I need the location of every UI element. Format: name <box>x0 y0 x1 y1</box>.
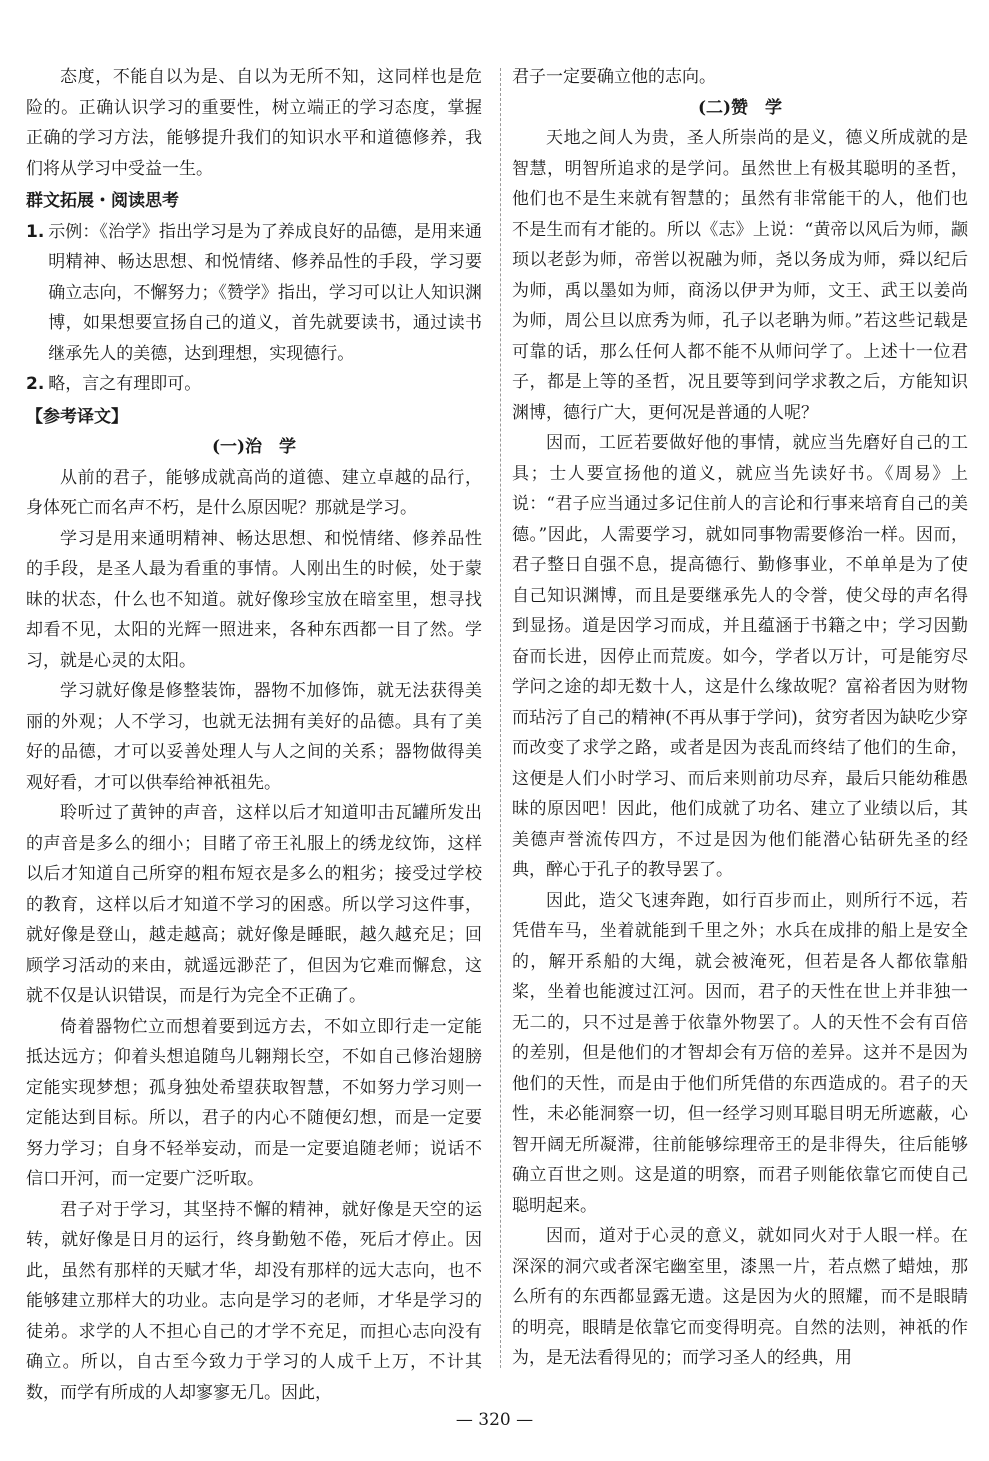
paragraph: 学习就好像是修整装饰，器物不加修饰，就无法获得美丽的外观；人不学习，也就无法拥有美好的品德。具有了美好的品德，才可以妥善处理人与人之间的关系；器物做得美观好看，才可以供奉给神祇祖先。 <box>26 681 482 793</box>
paragraph: 聆听过了黄钟的声音，这样以后才知道叩击瓦罐所发出的声音是多么的细小；目睹了帝王礼服上的绣龙纹饰，这样以后才知道自己所穿的粗布短衣是多么的粗劣；接受过学校的教育，这样以后才知道不学习的困惑。所以学习这件事，就好像是登山，越走越高；就好像是睡眠，越久越充足；回顾学习活动的来由，就遥远渺茫了，但因为它难而懈怠，这就不仅是认识错误，而是行为完全不正确了。 <box>26 803 482 1006</box>
page-number: — 320 — <box>455 1410 534 1430</box>
item-number: 1. <box>26 221 45 242</box>
item-number: 2. <box>26 374 45 394</box>
paragraph: 学习是用来通明精神、畅达思想、和悦情绪、修养品性的手段，是圣人最为看重的事情。人刚出生的时候，处于蒙昧的状态，什么也不知道。就好像珍宝放在暗室里，想寻找却看不见，太阳的光辉一照进来，各种东西都一目了然。学习，就是心灵的太阳。 <box>26 528 482 671</box>
intro-paragraph: 态度，不能自以为是、自以为无所不知，这同样也是危险的。正确认识学习的重要性，树立端正的学习态度，掌握正确的学习方法，能够提升我们的知识水平和道德修养，我们将从学习中受益一生。 <box>26 67 482 179</box>
list-item <box>26 217 482 370</box>
list-item <box>26 369 482 400</box>
paragraph: 因而，道对于心灵的意义，就如同火对于人眼一样。在深深的洞穴或者深宅幽室里，漆黑一片，若点燃了蜡烛，那么所有的东西都显露无遗。这是因为火的照耀，而不是眼睛的明亮，眼睛是依靠它而变得明亮。自然的法则，神祇的作为，是无法看得见的；而学习圣人的经典，用 <box>512 1226 968 1368</box>
column-divider <box>500 68 501 1368</box>
paragraph: 倚着器物伫立而想着要到远方去，不如立即行走一定能抵达远方；仰着头想追随鸟儿翱翔长空，不如自己修治翅膀定能实现梦想；孤身独处希望获取智慧，不如努力学习则一定能达到目标。所以，君子的内心不随便幻想，而是一定要努力学习；自身不轻举妄动，而是一定要追随老师；说话不信口开河，而一定要广泛听取。 <box>26 1016 482 1189</box>
section-title: 群文拓展・阅读思考 <box>26 191 179 211</box>
paragraph: 因而，工匠若要做好他的事情，就应当先磨好自己的工具；士人要宣扬他的道义，就应当先读好书。《周易》上说：“君子应当通过多记住前人的言论和行事来培育自己的美德。”因此，人需要学习，就如同事物需要修治一样。因而，君子整日自强不息，提高德行、勤修事业，不单单是为了使自己知识渊博，而且是要继承先人的令誉，使父母的声名得到显扬。道是因学习而成，并且蕴涵于书籍之中；学习因勤奋而长进，因停止而荒废。如今，学者以万计，可是能穷尽学问之途的却无数十人，这是什么缘故呢？富裕者因为财物而玷污了自己的精神(不再从事于学问)，贫穷者因为缺吃少穿而改变了求学之路，或者是因为丧乱而终结了他们的生命，这便是人们小时学习、而后来则前功尽弃，最后只能幼稚愚昧的原因吧！因此，他们成就了功名、建立了业绩以后，其美德声誉流传四方，不过是因为他们能潜心钻研先圣的经典，醉心于孔子的教导罢了。 <box>512 433 968 880</box>
right-column <box>512 62 968 1374</box>
item-text: 略，言之有理即可。 <box>48 374 202 394</box>
heading-zhixue: (一)治 学 <box>211 437 297 457</box>
item-text: 示例：《治学》指出学习是为了养成良好的品德，是用来通明精神、畅达思想、和悦情绪、修养品性的手段，学习要确立志向，不懈努力；《赞学》指出，学习可以让人知识渊博，如果想要宣扬自己的道义，首先就要读书，通过读书继承先人的美德，达到理想，实现德行。 <box>48 221 482 364</box>
paragraph: 天地之间人为贵，圣人所崇尚的是义，德义所成就的是智慧，明智所追求的是学问。虽然世上有极其聪明的圣哲，他们也不是生来就有智慧的；虽然有非常能干的人，他们也不是生而有才能的。所以《志》上说：“黄帝以风后为师，颛顼以老彭为师，帝喾以祝融为师，尧以务成为师，舜以纪后为师，禹以墨如为师，商汤以伊尹为师，文王、武王以姜尚为师，周公旦以庶秀为师，孔子以老聃为师。”若这些记载是可靠的话，那么任何人都不能不从师问学了。上述十一位君子，都是上等的圣哲，况且要等到问学求教之后，方能知识渊博，德行广大，更何况是普通的人呢？ <box>512 128 968 423</box>
paragraph: 因此，造父飞速奔跑，如行百步而止，则所行不远，若凭借车马，坐着就能到千里之外；水兵在成排的船上是安全的，解开系船的大绳，就会被淹死，但若是各人都依靠船桨，坐着也能渡过江河。因而，君子的天性在世上并非独一无二的，只不过是善于依靠外物罢了。人的天性不会有百倍的差别，但是他们的才智却会有万倍的差异。这并不是因为他们的天性，而是由于他们所凭借的东西造成的。君子的天性，未必能洞察一切，但一经学习则耳聪目明无所遮蔽，心智开阔无所凝滞，往前能够综理帝王的是非得失，往后能够确立百世之则。这是道的明察，而君子则能依靠它而使自己聪明起来。 <box>512 890 968 1216</box>
reference-translation-title: 【参考译文】 <box>26 406 128 427</box>
heading-zanxue: (二)赞 学 <box>697 97 783 118</box>
paragraph: 从前的君子，能够成就高尚的道德、建立卓越的品行，身体死亡而名声不朽，是什么原因呢？那就是学习。 <box>26 467 482 518</box>
continuation-line: 君子一定要确立他的志向。 <box>512 67 716 87</box>
left-column <box>26 62 482 1408</box>
paragraph: 君子对于学习，其坚持不懈的精神，就好像是天空的运转，就好像是日月的运行，终身勤勉不倦，死后才停止。因此，虽然有那样的天赋才华，却没有那样的远大志向，也不能够建立那样大的功业。志向是学习的老师，才华是学习的徒弟。求学的人不担心自己的才学不充足，而担心志向没有确立。所以，自古至今致力于学习的人成千上万，不计其数，而学有所成的人却寥寥无几。因此， <box>26 1199 482 1403</box>
